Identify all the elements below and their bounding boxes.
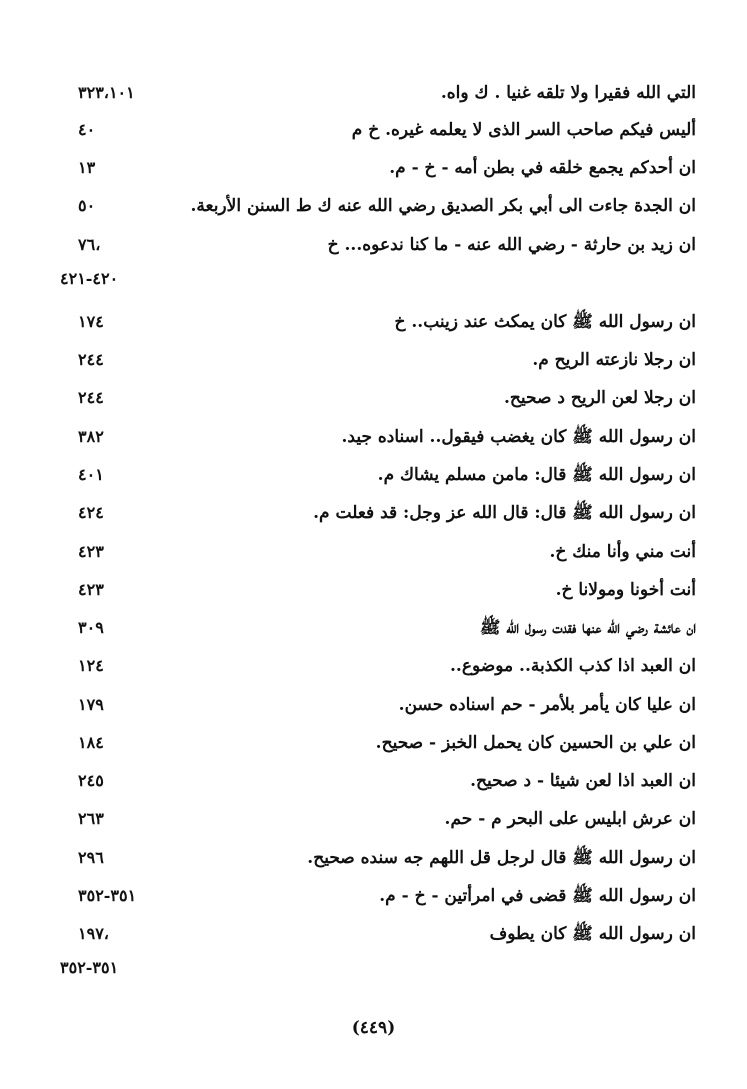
entry-page-ref: ٢٩٦ (78, 848, 104, 867)
entry-text: ان رجلا لعن الريح د صحيح. (504, 388, 696, 408)
index-entry (60, 347, 696, 381)
entry-text: أليس فيكم صاحب السر الذى لا يعلمه غيره. خ م (351, 120, 696, 140)
entry-page-ref: ٢٤٥ (78, 771, 104, 790)
entry-page-ref: ،٧٦ (78, 235, 101, 254)
entry-text: ان رسول الله ﷺ قال: قال الله عز وجل: قد فعلت م. (313, 503, 696, 523)
entry-text: ان العبد اذا كذب الكذبة.. موضوع.. (450, 656, 696, 676)
index-entry (60, 424, 696, 458)
entry-page-ref: ٢٤٤ (78, 350, 104, 369)
entry-text: ان عرش ابليس على البحر م - حم. (444, 809, 696, 829)
page-number: (٤٤٩) (351, 1018, 396, 1038)
index-entry (60, 462, 696, 496)
entry-text: ان العبد اذا لعن شيئا - د صحيح. (470, 771, 696, 791)
entry-page-ref-continued: ٤٢٠-٤٢١ (60, 269, 119, 288)
entry-page-ref: ،١٩٧ (78, 924, 109, 943)
index-entry (60, 577, 696, 611)
entry-page-ref: ١٧٩ (78, 695, 104, 714)
index-entry (60, 883, 696, 917)
entry-text: ان رسول الله ﷺ قضى في امرأتين - خ - م. (379, 886, 696, 906)
entry-page-ref: ٢٦٣ (78, 809, 104, 828)
index-entry (60, 80, 696, 114)
entry-text: ان زيد بن حارثة - رضي الله عنه - ما كنا ندعوه... خ (327, 235, 696, 255)
index-entry (60, 692, 696, 726)
entry-page-ref: ٣٢٣،١٠١ (78, 83, 135, 102)
entry-text: التي الله فقيرا ولا تلقه غنيا . ك واه. (440, 83, 696, 103)
index-entry (60, 768, 696, 802)
entry-text: ان عائشة رضي الله عنها فقدت رسول الله ﷺ (479, 618, 696, 638)
entry-text: ان رسول الله ﷺ قال لرجل قل اللهم جه سنده صحيح. (307, 848, 696, 868)
index-entry (60, 155, 696, 189)
index-entry (60, 806, 696, 840)
entry-page-ref: ١٢٤ (78, 656, 104, 675)
entry-page-ref: ٣٨٢ (78, 427, 104, 446)
entry-page-ref: ١٨٤ (78, 733, 104, 752)
index-entry (60, 232, 696, 288)
entry-text: ان رسول الله ﷺ قال: مامن مسلم يشاك م. (377, 465, 696, 485)
entry-text: ان عليا كان يأمر بلأمر - حم اسناده حسن. (398, 695, 696, 715)
index-entry (60, 845, 696, 879)
index-entry (60, 117, 696, 151)
entry-page-ref: ١٣ (78, 158, 96, 177)
entry-page-ref: ٣٠٩ (78, 618, 104, 637)
entry-page-ref: ٥٠ (78, 196, 96, 215)
index-entry (60, 193, 696, 227)
entry-page-ref: ٤٠١ (78, 465, 104, 484)
index-entry (60, 921, 696, 977)
entry-text: ان رجلا نازعته الريح م. (532, 350, 696, 370)
index-entry (60, 730, 696, 764)
index-entry (60, 500, 696, 534)
entry-text: ان رسول الله ﷺ كان يمكث عند زينب.. خ (394, 312, 696, 332)
entry-page-ref: ١٧٤ (78, 312, 104, 331)
entry-page-ref: ٢٤٤ (78, 388, 104, 407)
index-entry (60, 615, 696, 649)
entry-page-ref: ٤٢٣ (78, 542, 104, 561)
entry-text: ان رسول الله ﷺ كان يطوف (489, 924, 696, 944)
entry-text: أنت أخونا ومولانا خ. (555, 580, 696, 600)
entry-page-ref-continued: ٣٥١-٣٥٢ (60, 958, 119, 977)
entry-text: ان رسول الله ﷺ كان يغضب فيقول.. اسناده جيد. (341, 427, 696, 447)
entry-text: ان الجدة جاءت الى أبي بكر الصديق رضي الله عنه ك ط السنن الأربعة. (190, 196, 696, 216)
entry-page-ref: ٣٥١-٣٥٢ (78, 886, 137, 905)
entry-page-ref: ٤٠ (78, 120, 96, 139)
entry-page-ref: ٤٢٤ (78, 503, 104, 522)
entry-text: ان علي بن الحسين كان يحمل الخبز - صحيح. (375, 733, 696, 753)
entry-text: ان أحدكم يجمع خلقه في بطن أمه - خ - م. (389, 158, 696, 178)
index-entry (60, 653, 696, 687)
entry-text: أنت مني وأنا منك خ. (549, 542, 696, 562)
entry-page-ref: ٤٢٣ (78, 580, 104, 599)
index-entry (60, 539, 696, 573)
index-entry (60, 385, 696, 419)
index-entry (60, 309, 696, 343)
